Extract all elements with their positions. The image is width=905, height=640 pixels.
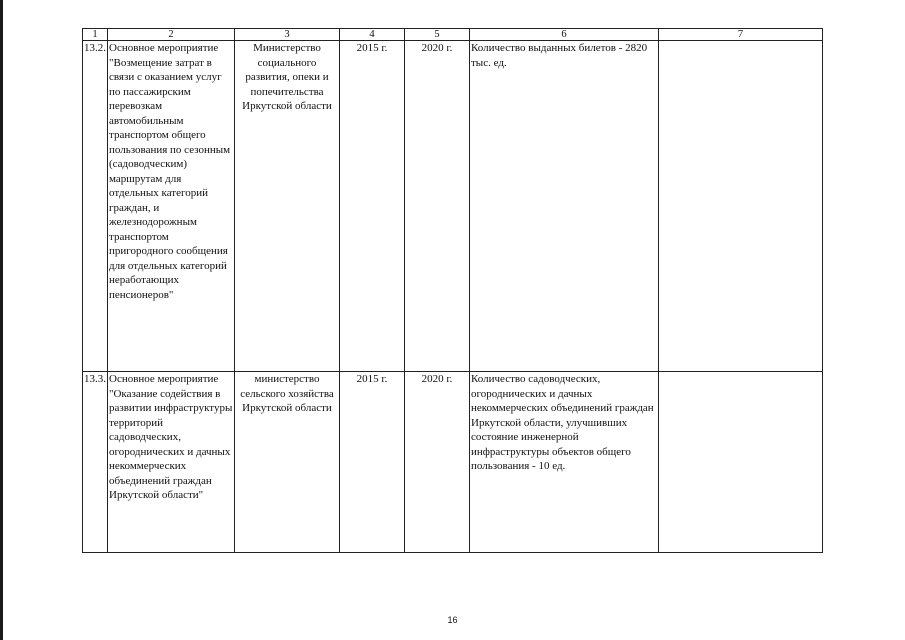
start-year: 2015 г. [340,372,405,553]
row-number: 13.2. [83,41,108,372]
header-col-6: 6 [470,29,659,41]
page-number: 16 [447,615,458,625]
header-col-3: 3 [235,29,340,41]
header-row [83,29,823,41]
scan-left-edge [0,0,3,640]
table-row [83,372,823,553]
end-year: 2020 г. [405,41,470,372]
header-col-2: 2 [108,29,235,41]
header-col-4: 4 [340,29,405,41]
expected-result: Количество выданных билетов - 2820 тыс. ед. [470,41,659,372]
start-year: 2015 г. [340,41,405,372]
col-7-cell [659,372,823,553]
end-year: 2020 г. [405,372,470,553]
event-name: Основное мероприятие "Возмещение затрат в связи с оказанием услуг по пассажирским перевозкам автомобильным транспортом общего пользования по сезонным (садоводческим) маршрутам для отдельных категорий граждан, и железнодорожным транспортом пригородного сообщения для отдельных категорий неработающих пенсионеров" [108,41,235,372]
event-name: Основное мероприятие "Оказание содействия в развитии инфраструктуры территорий садоводческих, огороднических и дачных некоммерческих объединений граждан Иркутской области" [108,372,235,553]
header-col-7: 7 [659,29,823,41]
row-number: 13.3. [83,372,108,553]
header-col-5: 5 [405,29,470,41]
expected-result: Количество садоводческих, огороднических и дачных некоммерческих объединений граждан Иркутской области, улучшивших состояние инженерной инфраструктуры объектов общего пользования - 10 ед. [470,372,659,553]
table-row [83,41,823,372]
executor: министерство сельского хозяйства Иркутской области [235,372,340,553]
program-table [82,28,823,553]
executor: Министерство социального развития, опеки и попечительства Иркутской области [235,41,340,372]
header-col-1: 1 [83,29,108,41]
col-7-cell [659,41,823,372]
